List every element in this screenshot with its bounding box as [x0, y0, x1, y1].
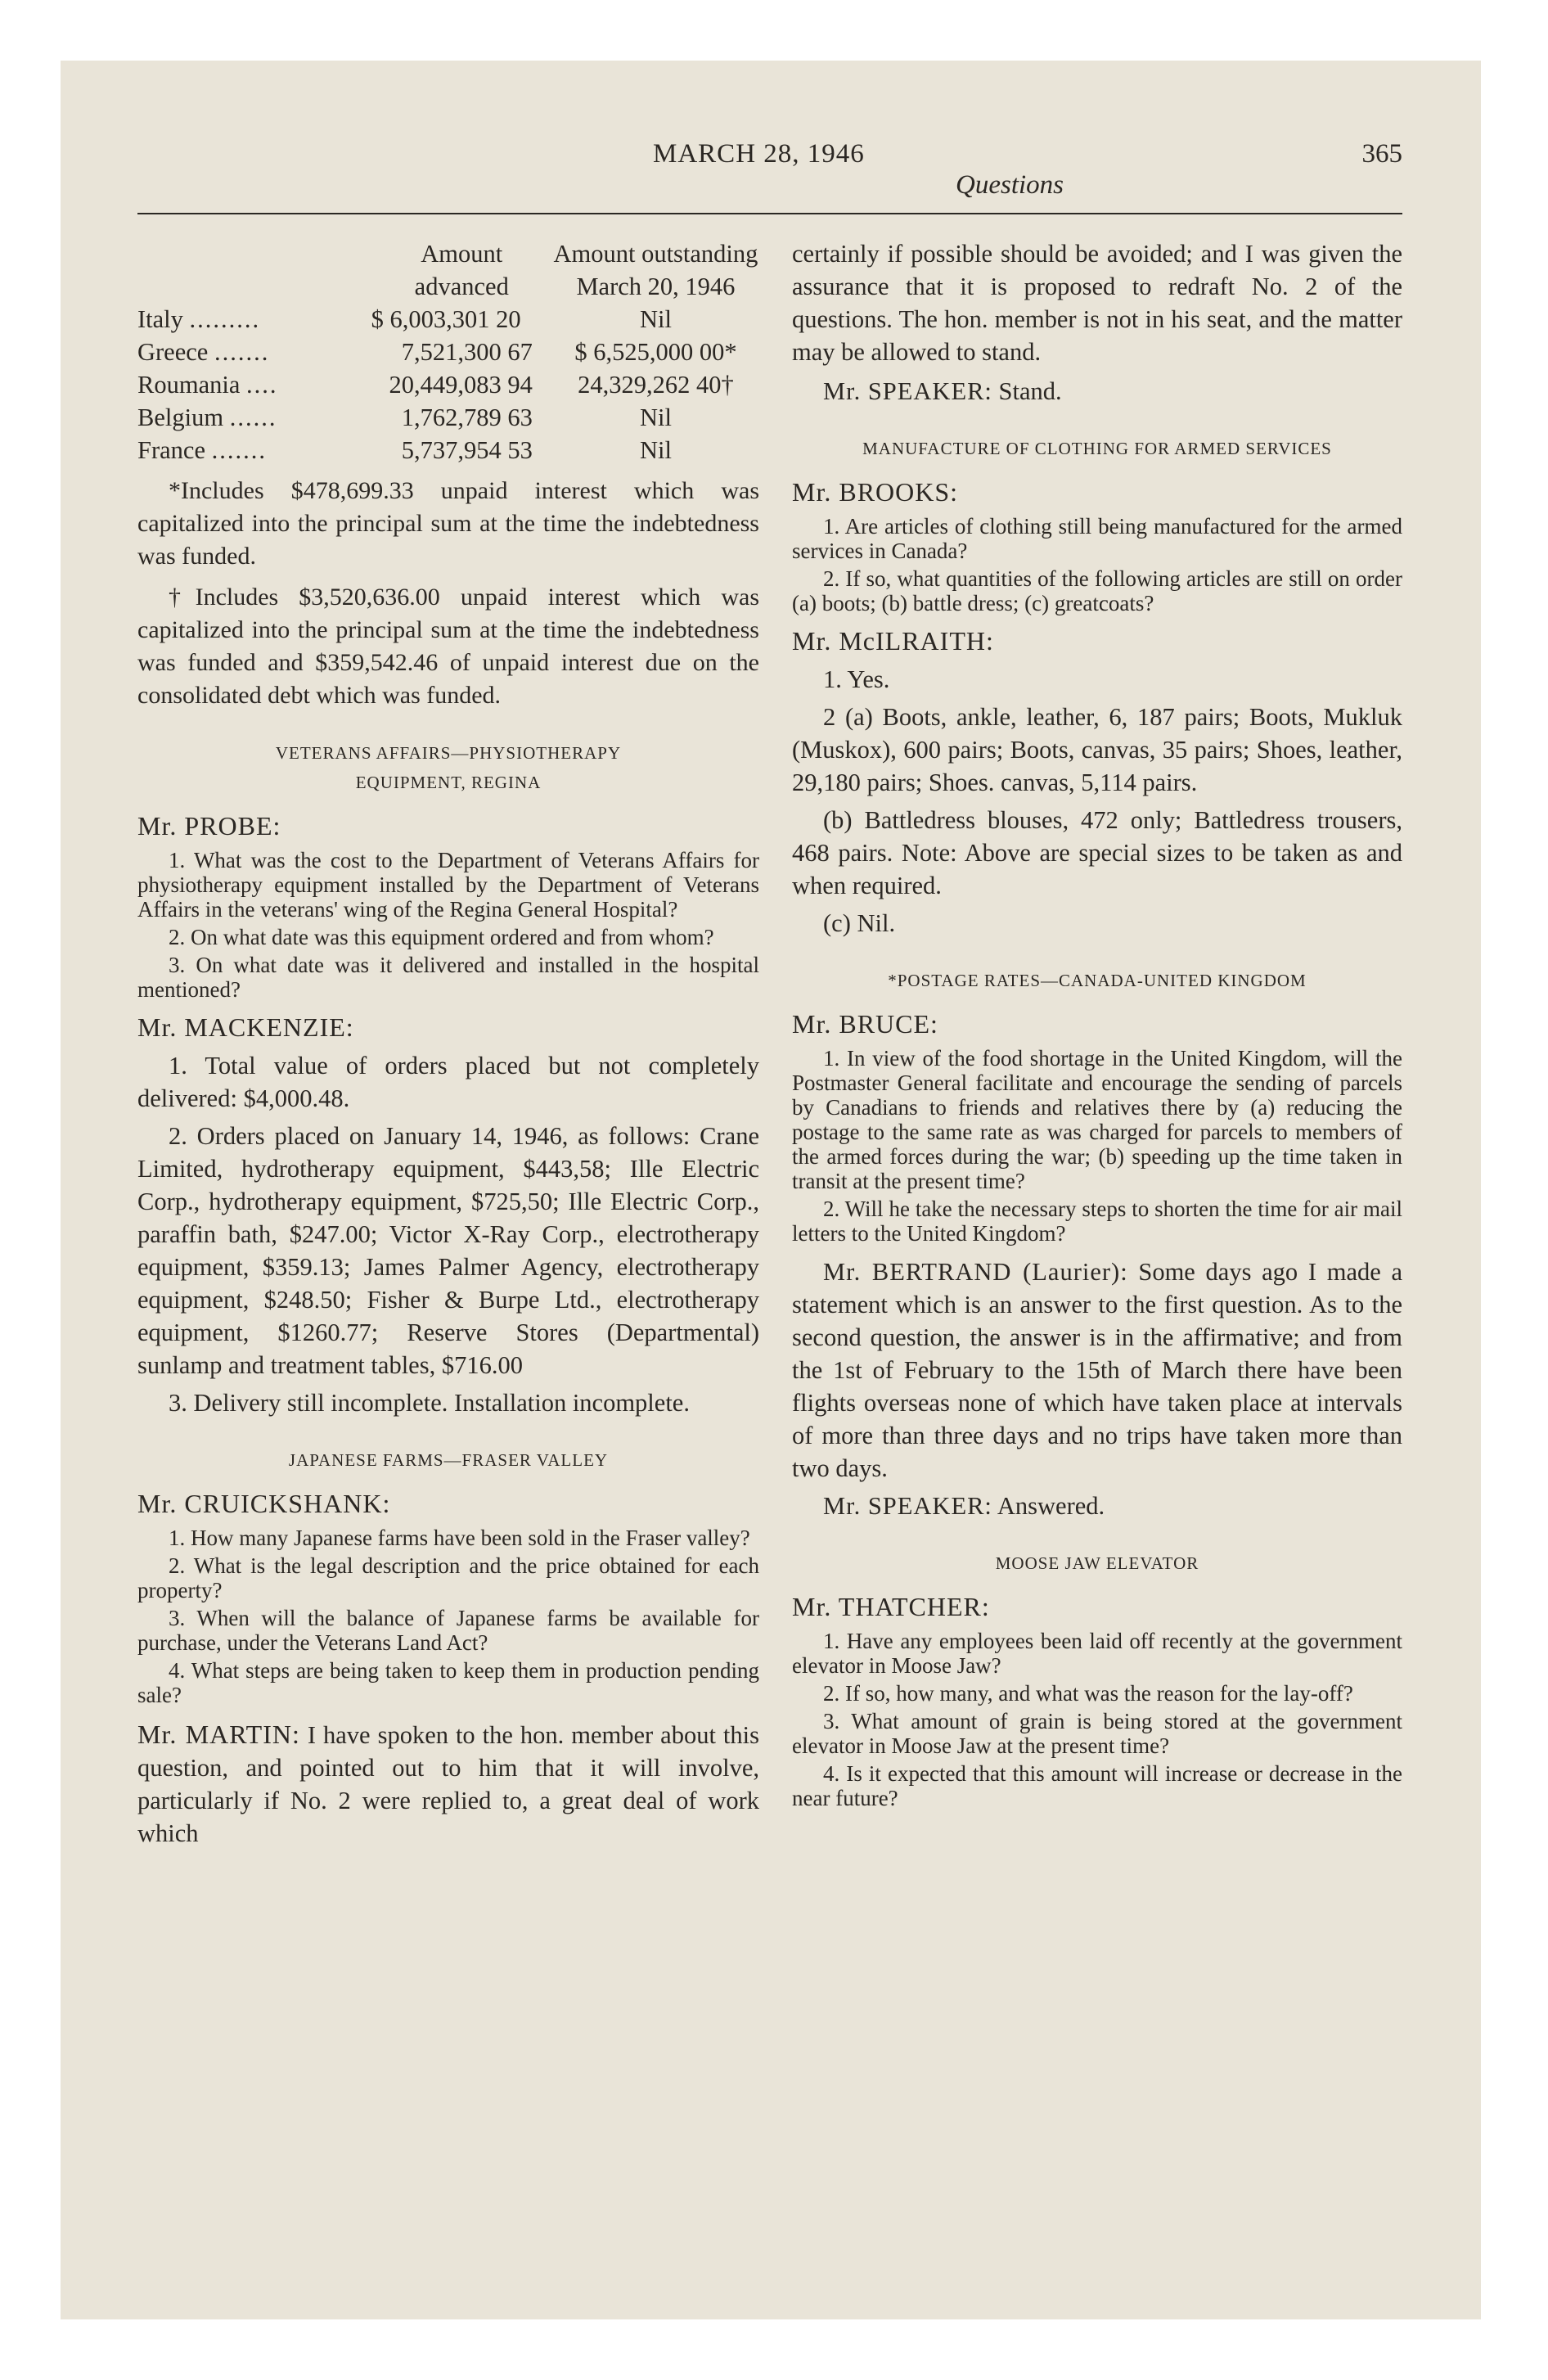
speaker-name: Mr. BROOKS: — [792, 477, 959, 507]
answer-item: 2. Orders placed on January 14, 1946, as follows: Crane Limited, hydrotherapy equipment, $443,58; Ille Electric Corp., hydrotherapy equipment, $725,50; Ille Electric Corp., paraffin bath, $247.00; Victor X-Ray Corp., electrotherapy equipment, $359.13; James Palmer Agency, electrotherapy equipment, $248.50; Fisher & Burpe Ltd., electrotherapy equipment, $1260.77; Reserve Stores (Departmental) sunlamp and treatment tables, $716.00 — [137, 1122, 759, 1379]
header-amount-outstanding: Amount outstanding March 20, 1946 — [553, 240, 758, 300]
question-item: 2. If so, what quantities of the following articles are still on order (a) boots; (b) battle dress; (c) greatcoats? — [792, 566, 1402, 615]
reply-text: Some days ago I made a statement which is an answer to the first question. As to the second question, the answer is in the affirmative; and from the 1st of February to the 15th of March there have been flights overseas none of which have taken place at intervals of more than three days and no trips have taken more than two days. — [792, 1258, 1402, 1482]
speaker-name: Mr. SPEAKER: — [823, 377, 992, 405]
question-item: 1. Have any employees been laid off recently at the government elevator in Moose Jaw? — [792, 1629, 1402, 1678]
section-heading-postage: *POSTAGE RATES—CANADA-UNITED KINGDOM — [888, 971, 1307, 990]
reply-paragraph — [792, 1255, 1402, 1485]
section-title: Questions — [956, 170, 1064, 200]
speaker-name: Mr. SPEAKER: — [823, 1492, 992, 1520]
table-row — [137, 336, 759, 368]
footnote-asterisk: *Includes $478,699.33 unpaid interest which was capitalized into the principal sum at the time the indebtedness was funded. — [137, 477, 759, 570]
amount-outstanding: Nil — [639, 436, 672, 464]
speaker-name: Mr. THATCHER: — [792, 1592, 990, 1621]
table-row — [137, 368, 759, 401]
question-item: 2. If so, how many, and what was the reason for the lay-off? — [823, 1681, 1353, 1706]
question-item: 3. When will the balance of Japanese farms be available for purchase, under the Veterans Land Act? — [137, 1606, 759, 1655]
left-column — [137, 237, 759, 1855]
answer-item: (b) Battledress blouses, 472 only; Battledress trousers, 468 pairs. Note: Above are special sizes to be taken as and when required. — [792, 806, 1402, 899]
speaker-name: Mr. McILRAITH: — [792, 626, 994, 656]
country-name: Roumania — [137, 371, 241, 399]
header-amount-advanced: Amount advanced — [414, 240, 509, 300]
speaker-statement — [792, 1490, 1402, 1522]
amount-advanced: $ 6,003,301 20 — [371, 305, 521, 333]
speaker-name: Mr. BRUCE: — [792, 1009, 938, 1039]
section-heading-veterans: VETERANS AFFAIRS—PHYSIOTHERAPY EQUIPMENT, REGINA — [275, 743, 622, 792]
statement-text: Answered. — [997, 1492, 1105, 1520]
amount-outstanding: $ 6,525,000 00* — [574, 338, 737, 366]
dot-leader: ......... — [189, 305, 261, 333]
question-item: 1. What was the cost to the Department of Veterans Affairs for physiotherapy equipment installed by the Department of Veterans Affairs in the veterans' wing of the Regina General Hospital? — [137, 848, 759, 922]
footnote-dagger: †Includes $3,520,636.00 unpaid interest which was capitalized into the principal sum at the time the indebtedness was funded and $359,542.46 of unpaid interest due on the consolidated debt which was funded. — [137, 584, 759, 709]
header-date: MARCH 28, 1946 — [653, 139, 865, 169]
answer-item: (c) Nil. — [823, 909, 896, 937]
question-item: 1. In view of the food shortage in the United Kingdom, will the Postmaster General facilitate and encourage the sending of parcels by Canadians to friends and relatives there by (a) reducing the postage to the same rate as was charged for parcels to members of the armed forces during the war; (b) speeding up the time taken in transit at the present time? — [792, 1046, 1402, 1193]
page-header — [137, 123, 1402, 213]
amount-outstanding: Nil — [639, 305, 672, 333]
answer-item: 1. Total value of orders placed but not completely delivered: $4,000.48. — [137, 1052, 759, 1112]
speaker-name: Mr. MARTIN: — [137, 1720, 300, 1749]
table-row — [137, 303, 759, 336]
reply-text: I have spoken to the hon. member about this question, and pointed out to him that it will involve, particularly if No. 2 were replied to, a great deal of work which — [137, 1721, 759, 1847]
reply-paragraph — [137, 1717, 759, 1850]
answer-item: 2 (a) Boots, ankle, leather, 6, 187 pairs; Boots, Mukluk (Muskox), 600 pairs; Boots, canvas, 35 pairs; Shoes, leather, 29,180 pairs; Shoes. canvas, 5,114 pairs. — [792, 703, 1402, 796]
dot-leader: ....... — [211, 436, 267, 464]
dot-leader: ....... — [214, 338, 270, 366]
table-header-row — [137, 237, 759, 303]
table-row — [137, 434, 759, 467]
speaker-name: Mr. MACKENZIE: — [137, 1012, 354, 1042]
amount-advanced: 7,521,300 67 — [401, 338, 533, 366]
question-item: 2. Will he take the necessary steps to shorten the time for air mail letters to the United Kingdom? — [792, 1197, 1402, 1246]
question-item: 1. How many Japanese farms have been sold in the Fraser valley? — [169, 1526, 750, 1550]
country-name: France — [137, 436, 205, 464]
answer-item: 3. Delivery still incomplete. Installation incomplete. — [169, 1389, 690, 1417]
dot-leader: ...... — [229, 403, 277, 431]
amount-advanced: 1,762,789 63 — [401, 403, 533, 431]
table-row — [137, 401, 759, 434]
country-name: Greece — [137, 338, 209, 366]
question-item: 4. Is it expected that this amount will increase or decrease in the near future? — [792, 1761, 1402, 1810]
country-name: Italy — [137, 305, 183, 333]
section-heading-moose-jaw: MOOSE JAW ELEVATOR — [995, 1553, 1199, 1573]
answer-item: 1. Yes. — [823, 665, 890, 693]
dot-leader: .... — [246, 371, 278, 399]
section-heading-clothing: MANUFACTURE OF CLOTHING FOR ARMED SERVICES — [862, 439, 1332, 458]
right-column — [792, 237, 1402, 1814]
amount-outstanding: 24,329,262 40† — [578, 371, 734, 399]
amount-advanced: 20,449,083 94 — [389, 371, 533, 399]
question-item: 3. On what date was it delivered and installed in the hospital mentioned? — [137, 953, 759, 1002]
country-name: Belgium — [137, 403, 224, 431]
speaker-name: Mr. PROBE: — [137, 811, 281, 841]
header-rule — [137, 213, 1402, 214]
question-item: 4. What steps are being taken to keep them in production pending sale? — [137, 1658, 759, 1707]
question-item: 3. What amount of grain is being stored at the government elevator in Moose Jaw at the present time? — [792, 1709, 1402, 1758]
section-heading-japanese-farms: JAPANESE FARMS—FRASER VALLEY — [288, 1450, 609, 1470]
amount-outstanding: Nil — [639, 403, 672, 431]
speaker-statement — [792, 375, 1402, 408]
question-item: 2. On what date was this equipment ordered and from whom? — [169, 925, 714, 949]
speaker-name: Mr. BERTRAND (Laurier): — [823, 1258, 1128, 1286]
question-item: 1. Are articles of clothing still being manufactured for the armed services in Canada? — [792, 514, 1402, 563]
question-item: 2. What is the legal description and the price obtained for each property? — [137, 1553, 759, 1602]
amount-advanced: 5,737,954 53 — [401, 436, 533, 464]
speaker-name: Mr. CRUICKSHANK: — [137, 1489, 391, 1518]
continuation-paragraph: certainly if possible should be avoided; and I was given the assurance that it is proposed to redraft No. 2 of the questions. The hon. member is not in his seat, and the matter may be allowed to stand. — [792, 240, 1402, 366]
statement-text: Stand. — [998, 377, 1062, 405]
amounts-table — [137, 237, 759, 467]
page-number: 365 — [1361, 139, 1402, 169]
